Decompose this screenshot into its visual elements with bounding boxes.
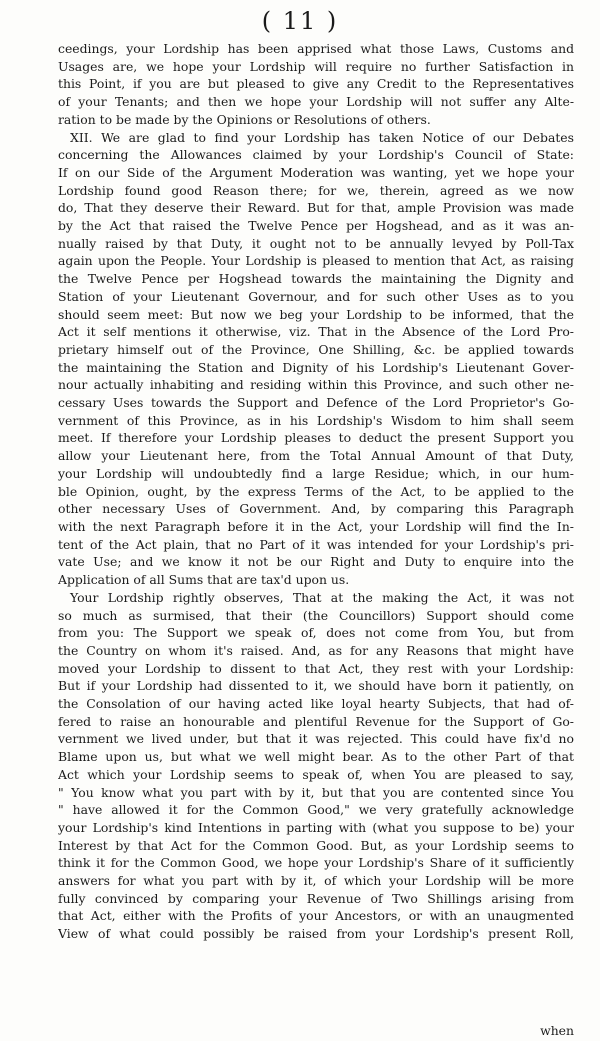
text-line: Lordship found good Reason there; for we, therein, agreed as we now	[58, 182, 574, 198]
text-line: your Lordship's kind Intentions in parting with (what you suppose to be) your	[58, 819, 574, 835]
text-line: Act which your Lordship seems to speak of, when You are pleased to say,	[58, 766, 574, 782]
text-line: moved your Lordship to dissent to that Act, they rest with your Lordship:	[58, 660, 574, 676]
text-line: answers for what you part with by it, of which your Lordship will be more	[58, 873, 574, 889]
text-line: the Consolation of our having acted like loyal hearty Subjects, that had of-	[58, 696, 574, 712]
text-line: vate Use; and we know it not be our Right and Duty to enquire into the	[58, 554, 574, 570]
text-line: Station of your Lieutenant Governour, and for such other Uses as to you	[58, 288, 574, 304]
text-line: the Country on whom it's raised. And, as for any Reasons that might have	[58, 642, 574, 658]
text-line: with the next Paragraph before it in the Act, your Lordship will find the In-	[58, 518, 574, 534]
text-line: " You know what you part with by it, but that you are contented since You	[58, 784, 574, 800]
text-line: so much as surmised, that their (the Councillors) Support should come	[58, 607, 574, 623]
text-line: Usages are, we hope your Lordship will require no further Satisfaction in	[58, 58, 574, 74]
text-line: concerning the Allowances claimed by your Lordship's Council of State:	[58, 147, 574, 163]
text-line: " have allowed it for the Common Good," we very gratefully acknowledge	[58, 802, 574, 818]
text-line: XII. We are glad to find your Lordship has taken Notice of our Debates	[70, 129, 574, 145]
text-line: do, That they deserve their Reward. But for that, ample Provision was made	[58, 200, 574, 216]
text-line: vernment of this Province, as in his Lordship's Wisdom to him shall seem	[58, 412, 574, 428]
text-line: of your Tenants; and then we hope your Lordship will not suffer any Alte-	[58, 94, 574, 110]
text-line: Application of all Sums that are tax'd upon us.	[58, 572, 350, 588]
text-line: the Twelve Pence per Hogshead towards the maintaining the Dignity and	[58, 271, 574, 287]
text-line: fered to raise an honourable and plentiful Revenue for the Support of Go-	[58, 713, 574, 729]
text-line: think it for the Common Good, we hope your Lordship's Share of it sufficiently	[58, 855, 574, 871]
catchword: when	[540, 1023, 574, 1038]
text-line: prietary himself out of the Province, One Shilling, &c. be applied towards	[58, 341, 574, 357]
text-line: View of what could possibly be raised from your Lordship's present Roll,	[58, 926, 574, 942]
text-line: meet. If therefore your Lordship pleases to deduct the present Support you	[58, 430, 574, 446]
text-line: ble Opinion, ought, by the express Terms of the Act, to be applied to the	[58, 483, 574, 499]
text-line: ceedings, your Lordship has been apprised what those Laws, Customs and	[58, 41, 574, 56]
text-line: from you: The Support we speak of, does not come from You, but from	[58, 625, 574, 641]
page-number: ( 11 )	[261, 7, 339, 35]
text-line: this Point, if you are but pleased to give any Credit to the Representatives	[58, 76, 574, 92]
text-line: nour actually inhabiting and residing within this Province, and such other ne-	[58, 377, 574, 393]
text-line: vernment we lived under, but that it was rejected. This could have fix'd no	[58, 731, 574, 747]
text-line: the maintaining the Station and Dignity of his Lordship's Lieutenant Gover-	[58, 359, 574, 375]
text-line: nually raised by that Duty, it ought not to be annually levyed by Poll-Tax	[58, 235, 574, 251]
text-line: fully convinced by comparing your Revenue of Two Shillings arising from	[58, 890, 574, 906]
text-line: tent of the Act plain, that no Part of it was intended for your Lordship's pri-	[58, 536, 574, 552]
text-line: If on our Side of the Argument Moderation was wanting, yet we hope your	[58, 164, 574, 180]
text-line: ration to be made by the Opinions or Resolutions of others.	[58, 111, 431, 127]
body-text	[58, 40, 574, 943]
text-line: again upon the People. Your Lordship is pleased to mention that Act, as raising	[58, 253, 574, 269]
text-line: that Act, either with the Profits of your Ancestors, or with an unaugmented	[58, 908, 574, 924]
text-line: allow your Lieutenant here, from the Total Annual Amount of that Duty,	[58, 448, 574, 464]
text-line: Act it self mentions it otherwise, viz. That in the Absence of the Lord Pro-	[58, 324, 574, 340]
text-line: other necessary Uses of Government. And, by comparing this Paragraph	[58, 501, 574, 517]
text-line: by the Act that raised the Twelve Pence per Hogshead, and as it was an-	[58, 218, 574, 234]
text-line: But if your Lordship had dissented to it, we should have born it patiently, on	[58, 678, 574, 694]
text-line: your Lordship will undoubtedly find a large Residue; which, in our hum-	[58, 465, 574, 481]
text-line: should seem meet: But now we beg your Lordship to be informed, that the	[58, 306, 574, 322]
text-line: Interest by that Act for the Common Good. But, as your Lordship seems to	[58, 837, 574, 853]
text-line: Blame upon us, but what we well might bear. As to the other Part of that	[58, 749, 574, 765]
text-line: Your Lordship rightly observes, That at the making the Act, it was not	[70, 589, 574, 605]
text-line: cessary Uses towards the Support and Defence of the Lord Proprietor's Go-	[58, 395, 574, 411]
